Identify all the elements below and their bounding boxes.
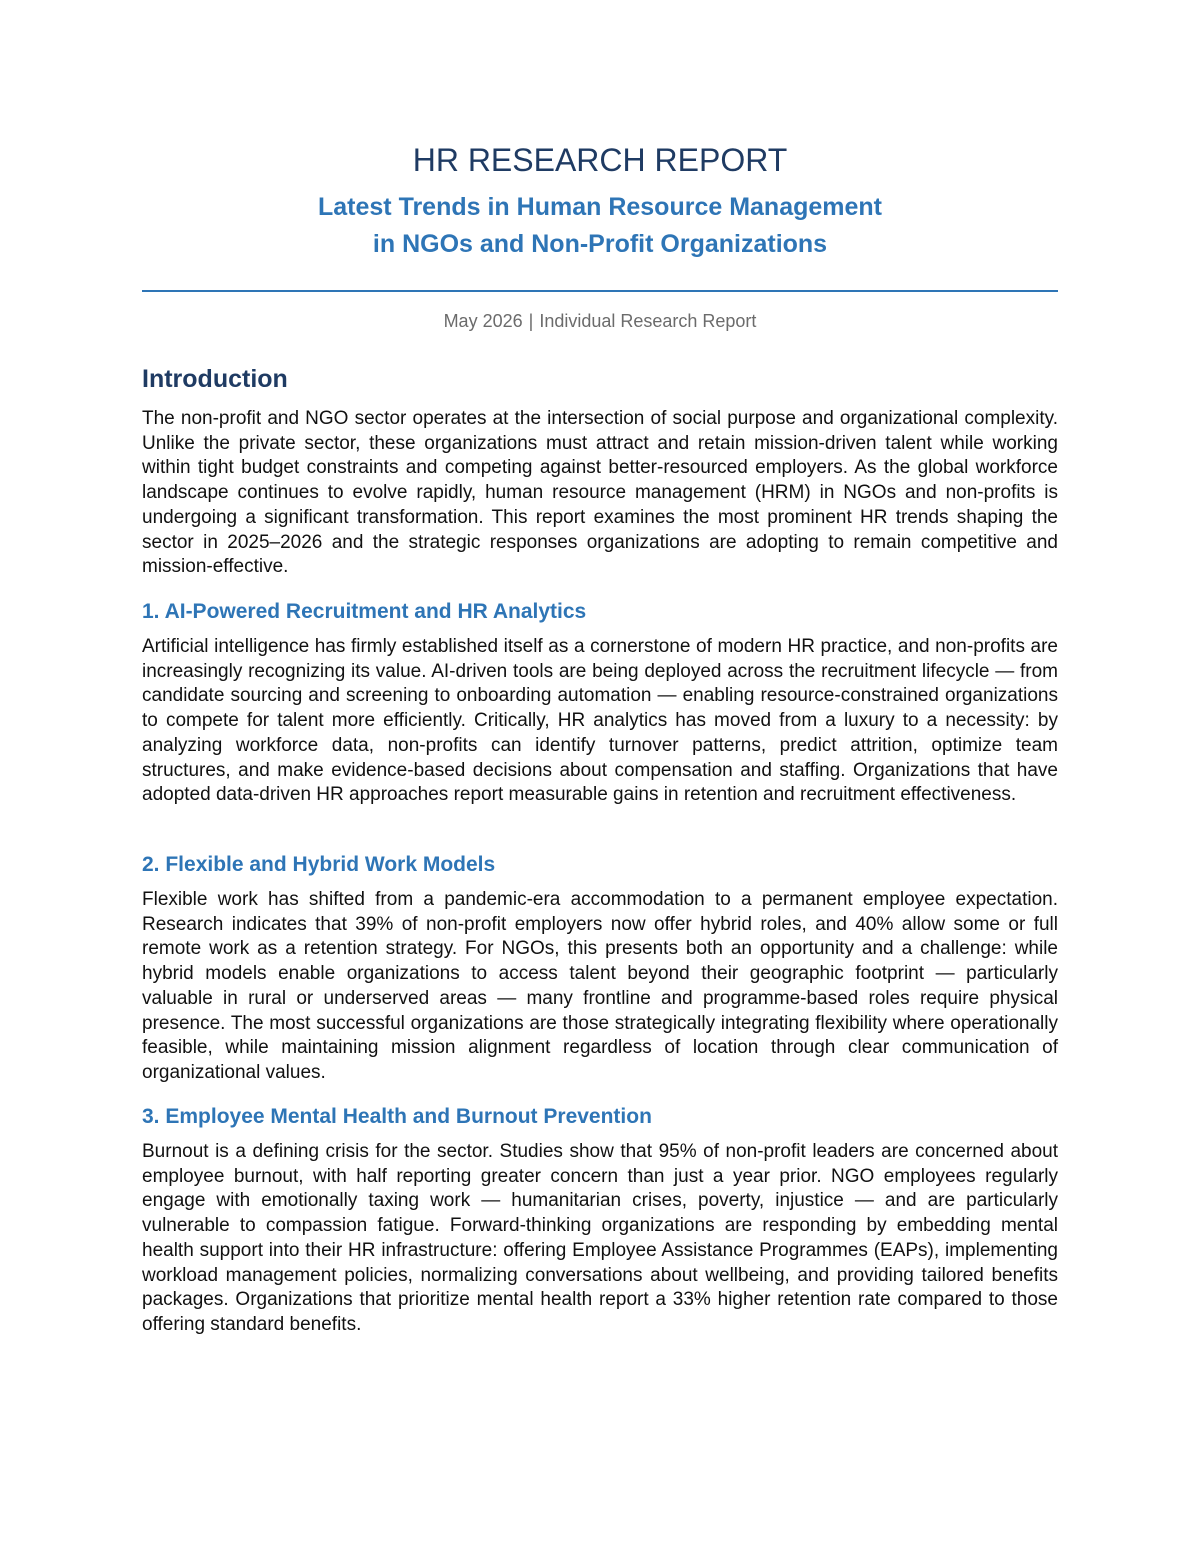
meta-separator: | bbox=[528, 311, 534, 331]
report-date: May 2026 bbox=[443, 311, 523, 331]
report-subtitle-line-2: in NGOs and Non-Profit Organizations bbox=[372, 230, 828, 258]
report-subtitle-line-1: Latest Trends in Human Resource Management bbox=[317, 193, 883, 221]
section-2-body: Flexible work has shifted from a pandemic-era accommodation to a permanent employee expectation. Research indicates that 39% of non-profit employers now offer hybrid roles, and 40% allow some or full remote work as a retention strategy. For NGOs, this presents both an opportunity and a challenge: while hybrid models enable organizations to access talent beyond their geographic footprint — particularly valuable in rural or underserved areas — many frontline and programme-based roles require physical presence. The most successful organizations are those strategically integrating flexibility where operationally feasible, while maintaining mission alignment regardless of location through clear communication of organizational values. bbox=[142, 889, 1058, 1083]
introduction-body: The non-profit and NGO sector operates at the intersection of social purpose and organizational complexity. Unlike the private sector, these organizations must attract and retain mission-driven talent while working within tight budget constraints and competing against better-resourced employers. As the global workforce landscape continues to evolve rapidly, human resource management (HRM) in NGOs and non-profits is undergoing a significant transformation. This report examines the most prominent HR trends shaping the sector in 2025–2026 and the strategic responses organizations are adopting to remain competitive and mission-effective. bbox=[142, 408, 1058, 578]
header-divider bbox=[142, 290, 1058, 292]
report-meta bbox=[142, 308, 1058, 334]
report-title: HR RESEARCH REPORT bbox=[412, 142, 788, 178]
section-2-heading: 2. Flexible and Hybrid Work Models bbox=[142, 853, 496, 876]
report-type: Individual Research Report bbox=[539, 311, 757, 331]
section-1-heading: 1. AI-Powered Recruitment and HR Analytics bbox=[142, 600, 587, 623]
section-1-body: Artificial intelligence has firmly established itself as a cornerstone of modern HR practice, and non-profits are increasingly recognizing its value. AI-driven tools are being deployed across the recruitment lifecycle — from candidate sourcing and screening to onboarding automation — enabling resource-constrained organizations to compete for talent more efficiently. Critically, HR analytics has moved from a luxury to a necessity: by analyzing workforce data, non-profits can identify turnover patterns, predict attrition, optimize team structures, and make evidence-based decisions about compensation and staffing. Organizations that have adopted data-driven HR approaches report measurable gains in retention and recruitment effectiveness. bbox=[142, 636, 1058, 806]
section-3-body: Burnout is a defining crisis for the sector. Studies show that 95% of non-profit leaders are concerned about employee burnout, with half reporting greater concern than just a year prior. NGO employees regularly engage with emotionally taxing work — humanitarian crises, poverty, injustice — and are particularly vulnerable to compassion fatigue. Forward-thinking organizations are responding by embedding mental health support into their HR infrastructure: offering Employee Assistance Programmes (EAPs), implementing workload management policies, normalizing conversations about wellbeing, and providing tailored benefits packages. Organizations that prioritize mental health report a 33% higher retention rate compared to those offering standard benefits. bbox=[142, 1141, 1058, 1335]
section-3-heading: 3. Employee Mental Health and Burnout Prevention bbox=[142, 1105, 652, 1128]
introduction-heading: Introduction bbox=[142, 365, 288, 393]
